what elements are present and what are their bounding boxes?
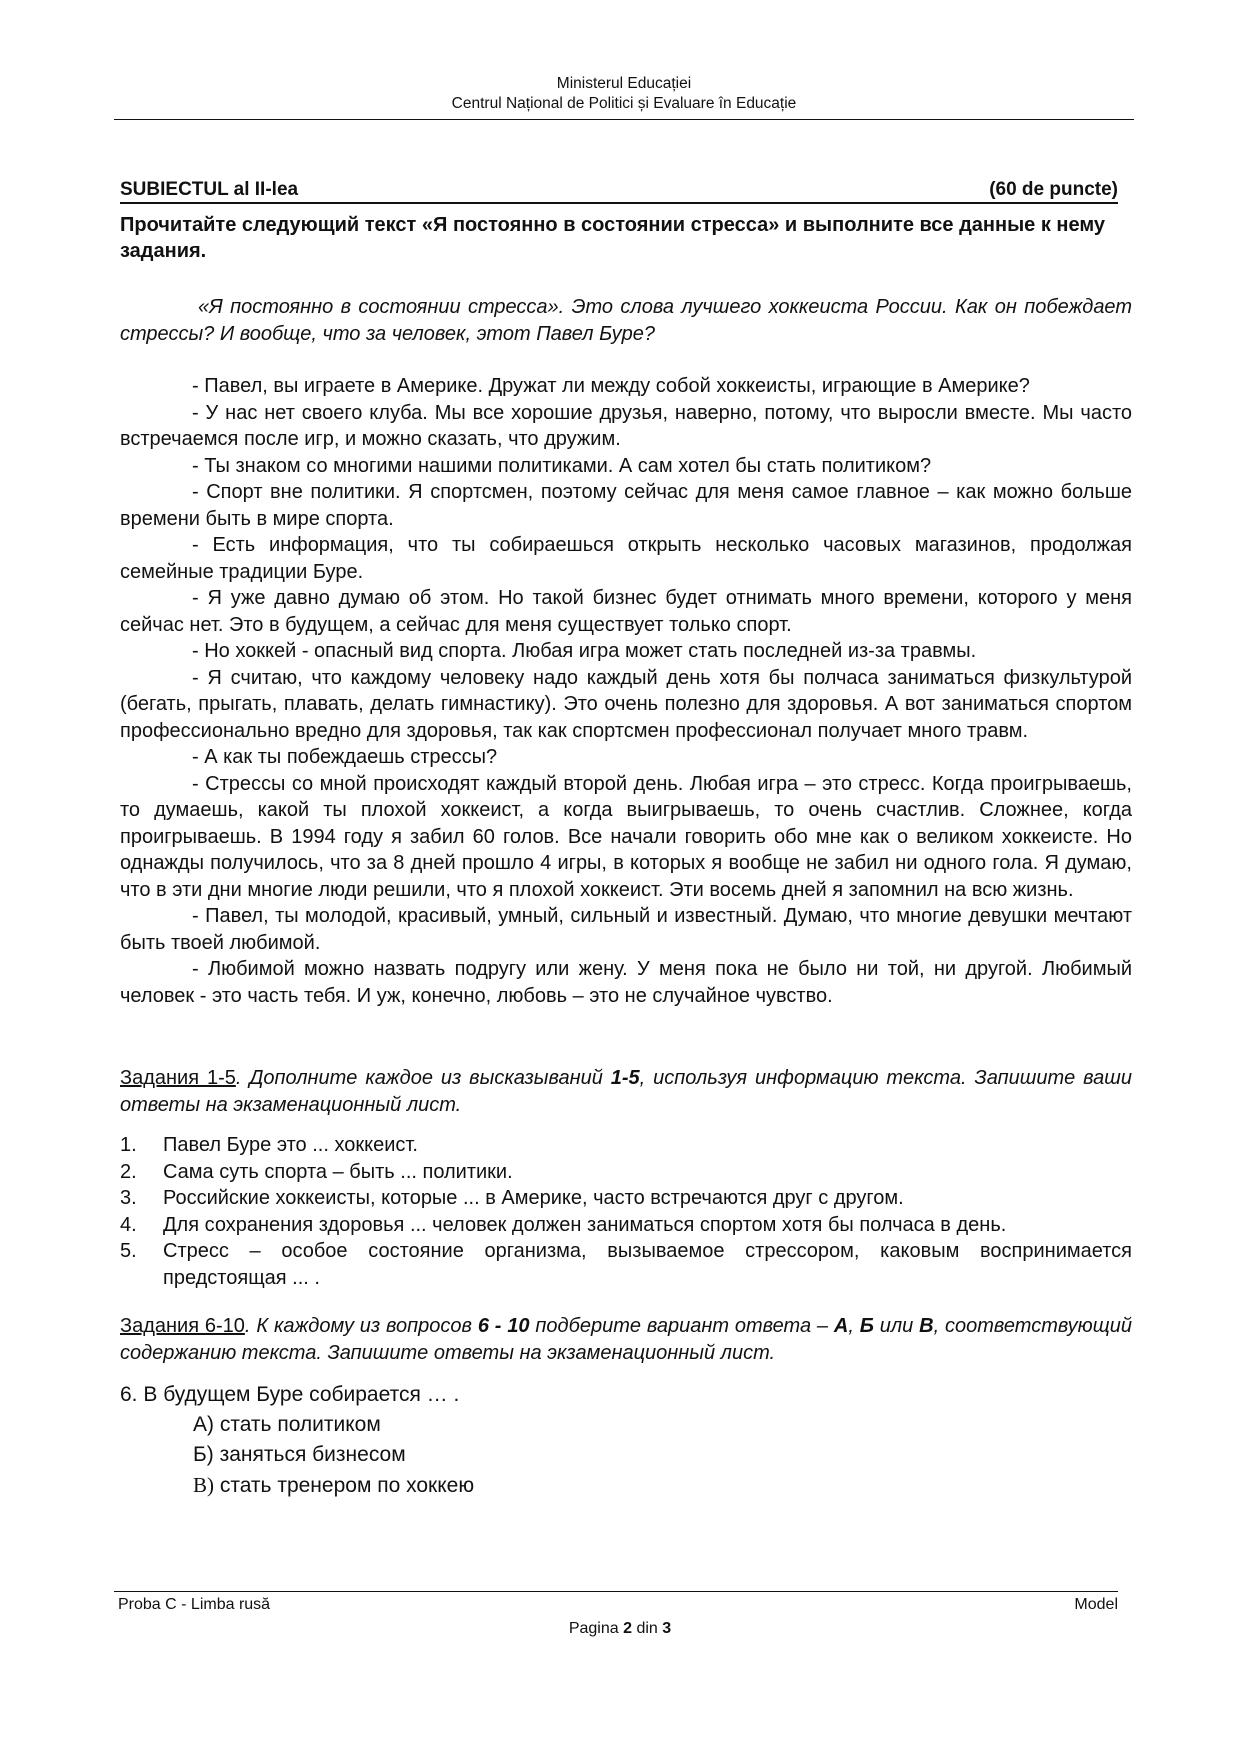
tasks-1-5-range: 1-5 [610, 1067, 640, 1089]
dialog-line: - У нас нет своего клуба. Мы все хорошие друзья, наверно, потому, что выросли вместе. Мы часто встречаемся после игр, и можно сказать, что дружим. [120, 401, 1132, 450]
option-letter-c: В [919, 1315, 934, 1337]
separator: , [848, 1315, 860, 1337]
header-divider [114, 119, 1134, 120]
tasks-6-10-text-mid: подберите вариант ответа – [529, 1315, 834, 1337]
item-number: 3. [120, 1187, 137, 1209]
item-number: 5. [120, 1240, 137, 1262]
item-text: Павел Буре это ... хоккеист. [163, 1134, 418, 1156]
list-item [120, 1238, 1132, 1291]
tasks-1-5-label: Задания 1-5 [120, 1067, 236, 1089]
exam-name: Proba C - Limba rusă [118, 1596, 271, 1613]
reading-instruction: Прочитайте следующий текст «Я постоянно в состоянии стресса» и выполните все данные к нему задания. [120, 214, 1105, 262]
option-text: стать тренером по хоккею [214, 1474, 475, 1497]
text-intro: «Я постоянно в состоянии стресса». Это слова лучшего хоккеиста России. Как он побеждает стрессы? И вообще, что за человек, этот Павел Буре? [120, 296, 1132, 345]
tasks-6-10-label: Задания 6-10 [120, 1315, 245, 1337]
list-item [120, 1212, 1132, 1239]
item-number: 2. [120, 1160, 137, 1183]
dialog-line: - Любимой можно назвать подругу или жену. У меня пока не было ни той, ни другой. Любимый человек - это часть тебя. И уж, конечно, любовь – это не случайное чувство. [120, 958, 1132, 1007]
dialog-line: - Есть информация, что ты собираешься открыть несколько часовых магазинов, продолжая семейные традиции Буре. [120, 534, 1132, 583]
item-number: 1. [120, 1134, 137, 1156]
answer-option-a [193, 1410, 1132, 1440]
ministry-name: Ministerul Educației [556, 75, 692, 92]
page-current: 2 [623, 1620, 632, 1637]
question-6: 6. В будущем Буре собирается … . [120, 1383, 460, 1406]
item-text: Российские хоккеисты, которые ... в Америке, часто встречаются друг с другом. [163, 1187, 904, 1209]
tasks-6-10-range: 6 - 10 [477, 1315, 530, 1337]
page-header [114, 74, 1134, 114]
option-letter: А) [193, 1413, 214, 1436]
item-text: Сама суть спорта – быть ... политики. [163, 1160, 513, 1183]
subject-points: (60 de puncte) [989, 179, 1118, 200]
page-prefix: Pagina [568, 1620, 624, 1637]
answer-option-c [193, 1470, 1132, 1501]
dialog-line: - Ты знаком со многими нашими политиками. А сам хотел бы стать политиком? [192, 454, 932, 477]
interview-text [120, 373, 1132, 1009]
subject-title: SUBIECTUL al II-lea [120, 179, 299, 200]
dialog-line: - Я считаю, что каждому человеку надо каждый день хотя бы полчаса заниматься физкультурой (бегать, прыгать, плавать, делать гимнастику). Это очень полезно для здоровья. А вот заниматься спортом профессионально вредно для здоровья, так как спортсмен профессионал получает много травм. [120, 666, 1132, 742]
list-item [120, 1132, 1132, 1159]
item-text: Стресс – особое состояние организма, вызываемое стрессором, каковым воспринимается предстоящая ... . [163, 1240, 1132, 1289]
separator: или [873, 1315, 920, 1337]
tasks-6-10-instruction [120, 1313, 1132, 1366]
dialog-line: - Павел, вы играете в Америке. Дружат ли между собой хоккеисты, играющие в Америке? [192, 375, 1030, 397]
footer-divider [114, 1591, 1118, 1592]
list-item [120, 1185, 1132, 1212]
dialog-line: - Павел, ты молодой, красивый, умный, сильный и известный. Думаю, что многие девушки мечтают быть твоей любимой. [120, 905, 1132, 954]
answer-option-b [193, 1440, 1132, 1470]
option-text: заняться бизнесом [213, 1443, 406, 1466]
subject-heading [120, 178, 1118, 204]
list-item [120, 1159, 1132, 1186]
tasks-6-10-text-end: , соответствующий содержанию текста. Запишите ответы на экзаменационный лист. [120, 1315, 1132, 1364]
page-mid: din [632, 1620, 663, 1637]
option-letter-b: Б [859, 1315, 874, 1337]
page-number [0, 1620, 1240, 1638]
variant-label: Model [1074, 1596, 1118, 1613]
tasks-1-5-instruction [120, 1065, 1132, 1118]
page-total: 3 [662, 1620, 672, 1637]
tasks-6-10-text: . К каждому из вопросов [244, 1315, 478, 1337]
dialog-line: - А как ты побеждаешь стрессы? [192, 746, 498, 768]
fill-in-list [120, 1132, 1132, 1291]
exam-content [120, 212, 1132, 1501]
dialog-line: - Но хоккей - опасный вид спорта. Любая игра может стать последней из-за травмы. [192, 640, 977, 662]
center-name: Centrul Național de Politici și Evaluare în Educație [451, 95, 797, 112]
option-text: стать политиком [214, 1413, 381, 1436]
dialog-line: - Спорт вне политики. Я спортсмен, поэтому сейчас для меня самое главное – как можно больше времени быть в мире спорта. [120, 481, 1132, 530]
item-text: Для сохранения здоровья ... человек должен заниматься спортом хотя бы полчаса в день. [163, 1213, 1007, 1236]
option-letter: В) [193, 1473, 214, 1497]
dialog-line: - Стрессы со мной происходят каждый второй день. Любая игра – это стресс. Когда проигрываешь, то думаешь, какой ты плохой хоккеист, а когда выигрываешь, то очень счастлив. Сложнее, когда проигрываешь. В 1994 году я забил 60 голов. Все начали говорить обо мне как о великом хоккеисте. Но однажды получилось, что за 8 дней прошло 4 игры, в которых я вообще не забил ни одного гола. Я думаю, что в эти дни многие люди решили, что я плохой хоккеист. Эти восемь дней я запомнил на всю жизнь. [120, 772, 1132, 901]
item-number: 4. [120, 1213, 137, 1236]
question-6-options [193, 1410, 1132, 1501]
option-letter: Б) [193, 1443, 214, 1466]
dialog-line: - Я уже давно думаю об этом. Но такой бизнес будет отнимать много времени, которого у меня сейчас нет. Это в будущем, а сейчас для меня существует только спорт. [120, 587, 1132, 636]
tasks-1-5-text: . Дополните каждое из высказываний [235, 1067, 611, 1089]
tasks-1-5-text-end: , используя информацию текста. Запишите ваши ответы на экзаменационный лист. [120, 1067, 1132, 1116]
option-letter-a: А [833, 1315, 849, 1337]
